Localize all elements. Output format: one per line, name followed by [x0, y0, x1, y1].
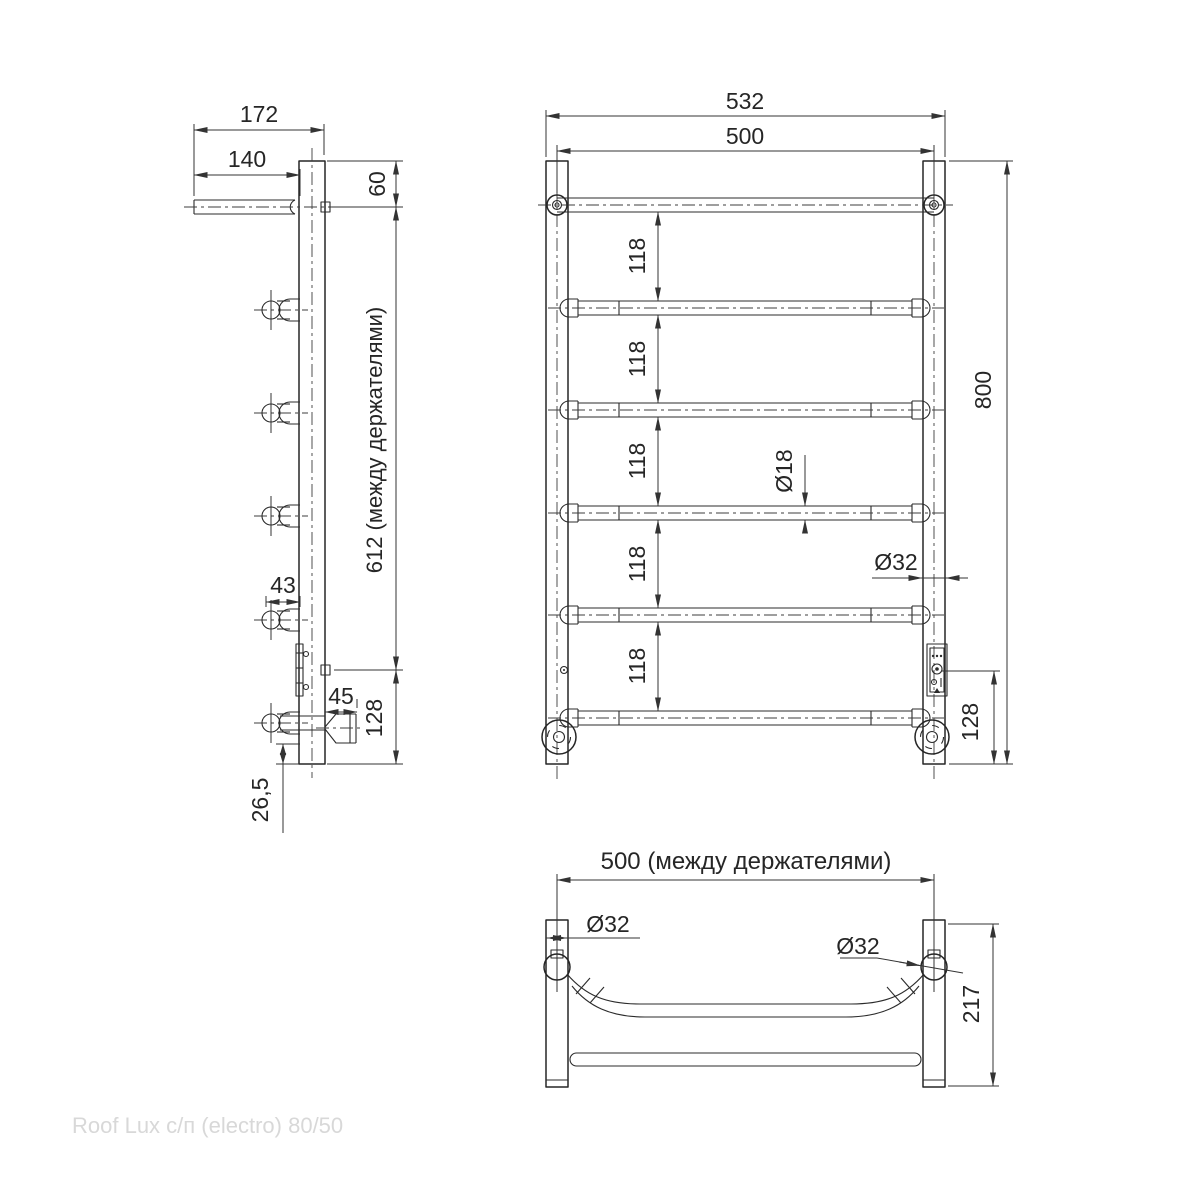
- product-caption: Roof Lux с/п (electro) 80/50: [72, 1113, 344, 1138]
- dim-label-612: 612 (между держателями): [362, 306, 387, 574]
- rail-stub: [254, 393, 308, 433]
- dim-label-140: 140: [227, 146, 267, 172]
- sensor-dot: [561, 667, 568, 674]
- arrowhead: [280, 753, 286, 764]
- rail: [548, 401, 944, 419]
- rail: [548, 504, 944, 522]
- dim-top-post-diameter-right: [836, 933, 963, 973]
- rail: [548, 709, 944, 727]
- dim-side-foot-clearance: [247, 744, 300, 833]
- dim-front-mount-width: [557, 123, 934, 193]
- dim-top-overall-depth: [948, 924, 999, 1086]
- rail: [548, 606, 944, 624]
- dim-top-mount-width: [557, 848, 934, 880]
- right-post-front: [923, 161, 945, 782]
- dim-label-118: 118: [624, 647, 650, 685]
- dim-label-45: 45: [328, 683, 354, 709]
- dim-side-top-offset: [327, 161, 403, 207]
- front-bar-top: [570, 1053, 921, 1066]
- rail-stub: [254, 703, 308, 743]
- dim-label-118: 118: [624, 442, 650, 480]
- dim-label-172: 172: [239, 101, 279, 127]
- dim-label-217: 217: [958, 984, 984, 1024]
- dim-label-118: 118: [624, 545, 650, 583]
- curved-rail-top: [567, 974, 924, 1017]
- dim-side-holder-depth: [266, 572, 300, 607]
- dim-top-post-diameter-left: [546, 911, 640, 938]
- dim-label-d32-top-left: Ø32: [586, 911, 630, 937]
- dim-label-d32-front: Ø32: [874, 549, 918, 575]
- dim-label-26-5: 26,5: [247, 777, 273, 823]
- dim-side-holders-span: [334, 207, 403, 670]
- bottom-bracket-right: [915, 720, 949, 754]
- dim-side-outlet-depth: [325, 683, 357, 712]
- dim-front-post-diameter: [872, 549, 968, 578]
- rail: [548, 299, 944, 317]
- front-view: [538, 88, 1013, 782]
- dim-label-43: 43: [270, 572, 296, 598]
- dim-label-532: 532: [725, 88, 765, 114]
- top-rail-front: [538, 198, 953, 212]
- dim-label-118: 118: [624, 340, 650, 378]
- outlet-elbow-side: [280, 714, 364, 743]
- dim-front-rail-diameter: [771, 449, 805, 531]
- dim-label-118: 118: [624, 237, 650, 275]
- dim-front-rail-spacing: [624, 212, 658, 711]
- shelf-bar-side: [184, 200, 334, 214]
- top-view: [544, 848, 999, 1087]
- dim-label-500-top: 500 (между держателями): [600, 848, 892, 875]
- dim-label-500: 500: [725, 123, 765, 149]
- bottom-bracket-left: [542, 720, 576, 754]
- rail-stub: [254, 290, 308, 330]
- dim-label-d18: Ø18: [771, 449, 797, 493]
- dim-label-60: 60: [364, 171, 390, 197]
- side-view: [184, 101, 403, 833]
- control-arrow: [934, 688, 940, 693]
- dim-label-800: 800: [970, 370, 996, 410]
- dim-front-overall-height: [949, 161, 1013, 764]
- control-unit-front: [927, 644, 947, 696]
- dim-label-128-front: 128: [957, 702, 983, 742]
- dim-label-128-side: 128: [361, 698, 387, 738]
- dim-side-shelf-depth: [194, 146, 300, 196]
- control-unit-side: [296, 644, 309, 696]
- dim-label-d32-top-right: Ø32: [836, 933, 880, 959]
- dim-front-control-offset: [942, 671, 1000, 764]
- left-post-front: [546, 161, 568, 782]
- rail-stub: [254, 496, 308, 536]
